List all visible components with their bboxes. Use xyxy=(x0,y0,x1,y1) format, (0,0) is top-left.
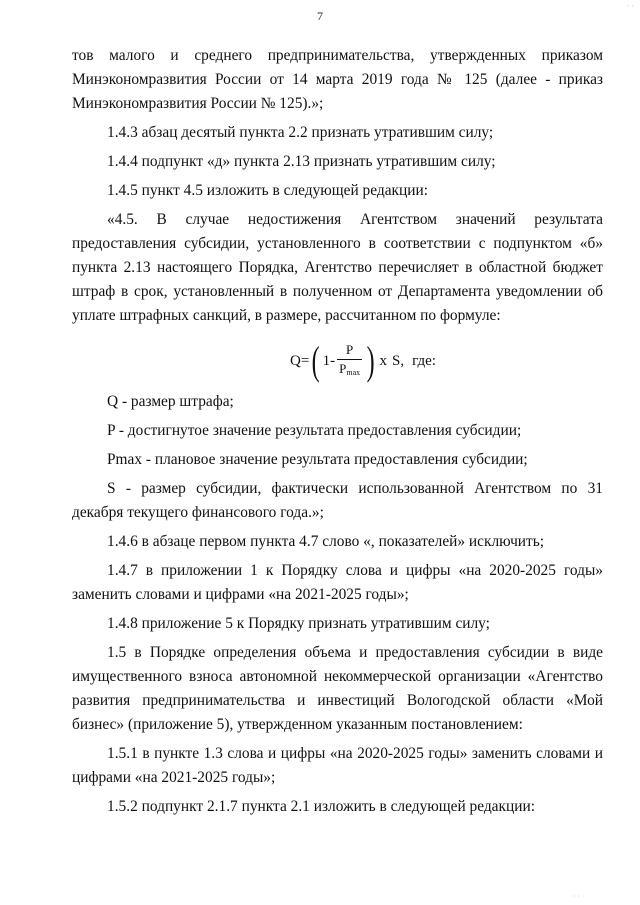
right-paren-icon: ) xyxy=(366,338,375,383)
scan-mark: · · xyxy=(626,2,634,11)
formula-lhs: Q xyxy=(290,353,301,369)
formula-fraction xyxy=(337,341,362,382)
paragraph: тов малого и среднего предпринимательства, утвержденных приказом Минэкономразвития России от 14 марта 2019 года № 125 (далее - приказ Минэкономразвития России № 125).»; xyxy=(72,47,603,112)
paragraph: 1.4.4 подпункт «д» пункта 2.13 признать утратившим силу; xyxy=(107,153,496,170)
formula-numerator: P xyxy=(346,341,354,357)
paragraph: Pmax - плановое значение результата предоставления субсидии; xyxy=(107,451,528,468)
formula-where: где: xyxy=(412,353,436,369)
paragraph: 1.4.6 в абзаце первом пункта 4.7 слово «, показателей» исключить; xyxy=(107,533,545,550)
paragraph: 1.5 в Порядке определения объема и предоставления субсидии в виде имущественного взноса автономной некоммерческой организации «Агентство развития предпринимательства и инвестиций Вологодской области «Мой бизнес» (приложение 5), утвержденном указанным постановлением: xyxy=(72,644,603,733)
paragraph: 1.4.8 приложение 5 к Порядку признать утратившим силу; xyxy=(107,615,490,632)
scan-mark: · · xyxy=(572,892,580,901)
paragraph: 1.4.3 абзац десятый пункта 2.2 признать утратившим силу; xyxy=(107,124,494,141)
paragraph: S - размер субсидии, фактически использованной Агентством по 31 декабря текущего финансового года.»; xyxy=(72,480,603,521)
paragraph: 1.4.7 в приложении 1 к Порядку слова и цифры «на 2020-2025 годы» заменить словами и цифрами «на 2021-2025 годы»; xyxy=(72,562,603,603)
paragraph: 1.4.5 пункт 4.5 изложить в следующей редакции: xyxy=(107,182,428,199)
paragraph: Q - размер штрафа; xyxy=(107,393,234,410)
left-paren-icon: ( xyxy=(311,338,320,383)
formula-times: x xyxy=(379,353,387,369)
formula-var: S, xyxy=(391,353,405,369)
paragraph: 1.5.1 в пункте 1.3 слова и цифры «на 2020-2025 годы» заменить словами и цифрами «на 2021-2025 годы»; xyxy=(72,745,603,786)
formula-equals: = xyxy=(300,353,310,369)
paragraph: P - достигнутое значение результата предоставления субсидии; xyxy=(107,422,522,439)
formula-denominator: $P_{max}$ xyxy=(339,360,361,377)
paragraph: 1.5.2 подпункт 2.1.7 пункта 2.1 изложить в следующей редакции: xyxy=(107,798,535,815)
page-number: 7 xyxy=(317,9,323,23)
paragraph: «4.5. В случае недостижения Агентством значений результата предоставления субсидии, установленного в соответствии с подпунктом «б» пункта 2.13 настоящего Порядка, Агентство перечисляет в областной бюджет штраф в срок, установленный в полученном от Департамента уведомлении об уплате штрафных санкций, в размере, рассчитанном по формуле: xyxy=(72,211,603,324)
formula-one-minus: 1- xyxy=(322,353,336,369)
document-body xyxy=(72,44,603,819)
penalty-formula xyxy=(72,334,603,388)
